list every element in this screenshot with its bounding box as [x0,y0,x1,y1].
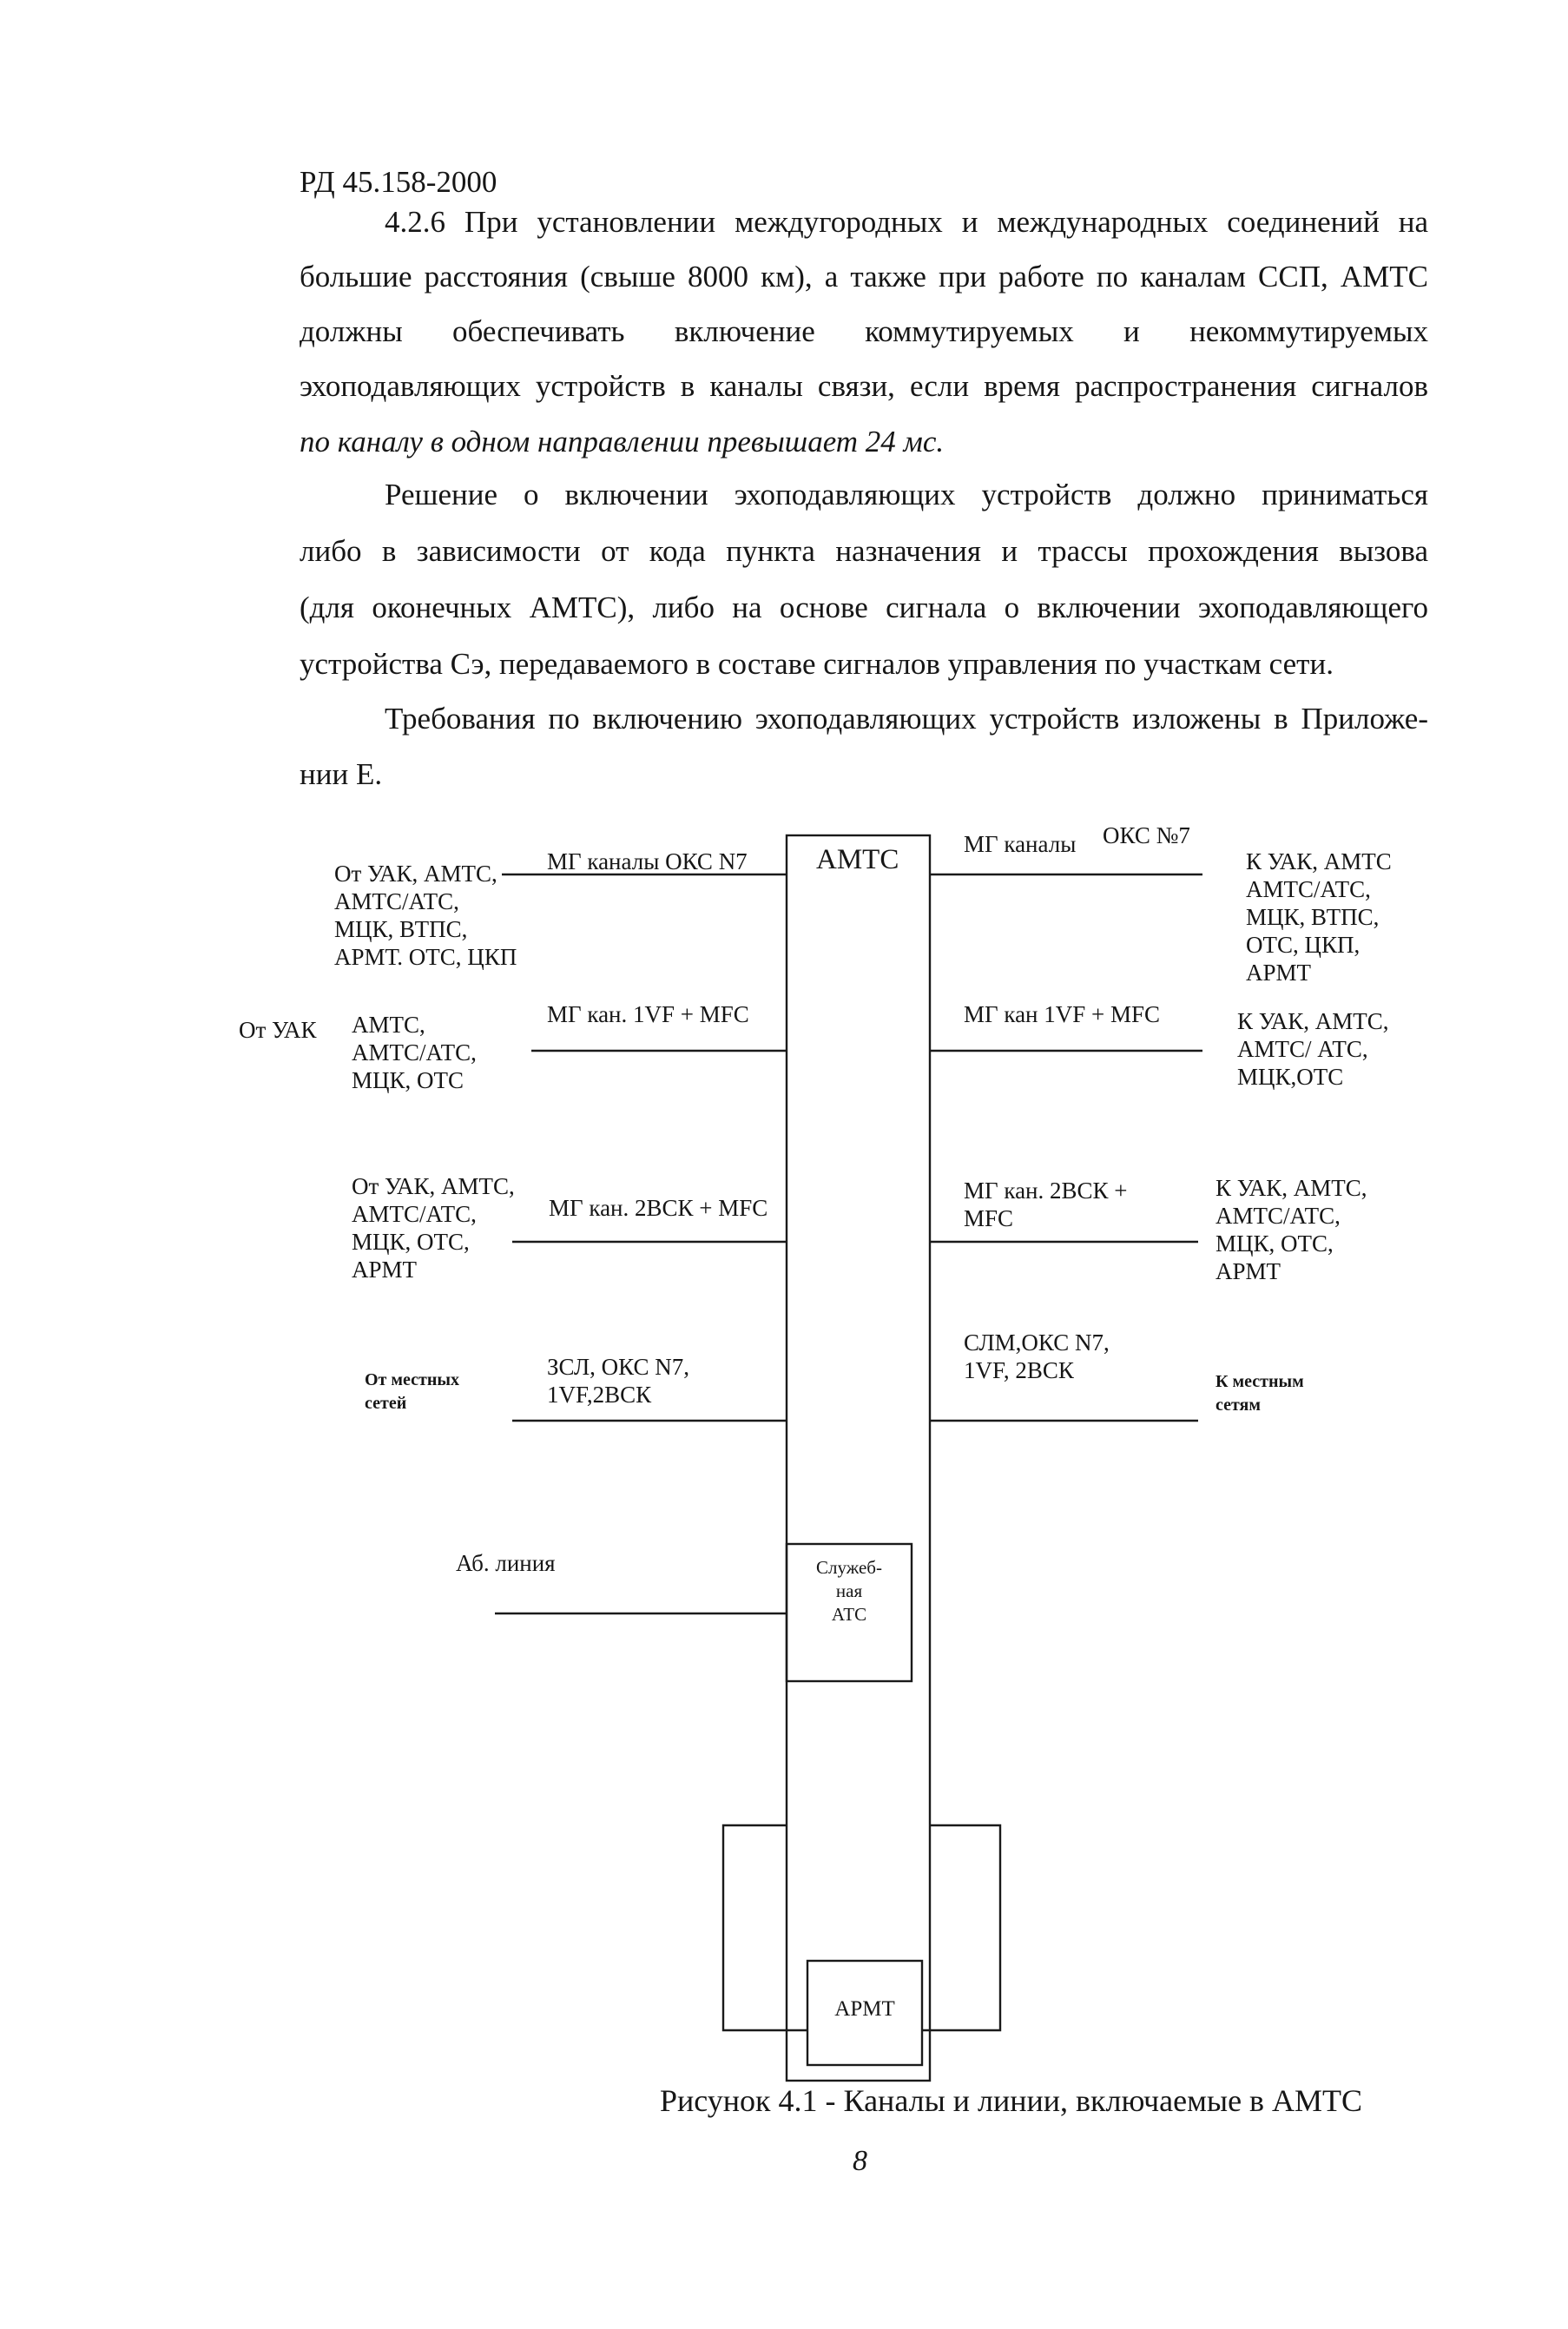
armt-loop-left [723,1825,807,2030]
label-line: К УАК, АМТС, [1216,1175,1367,1201]
row2-right-channel: МГ кан 1VF + MFC [964,1001,1161,1027]
row3-right-dest [1216,1174,1367,1285]
label-line: АРМТ [1216,1258,1281,1284]
row3-right-channel [964,1177,1128,1232]
label-line: АТС [831,1604,867,1625]
label-line: АМТС/АТС, [1246,876,1371,902]
row1-right-channel-b: ОКС №7 [1103,822,1190,848]
paragraph-line: Требования по включению эхоподавляющих устройств изложены в Приложе- [385,702,1428,736]
row1-right-dest [1246,848,1392,986]
row3-left-channel: МГ кан. 2ВСК + MFC [549,1195,768,1221]
label-line: МЦК, ОТС [352,1067,464,1093]
label-line: АРМТ [1246,960,1312,986]
document-id: РД 45.158-2000 [300,165,497,199]
label-line: АМТС, [352,1012,425,1038]
amts-block [787,835,930,2081]
label-line: 1VF, 2ВСК [964,1357,1074,1383]
label-line: сетям [1216,1395,1262,1415]
paragraph-line: (для оконечных АМТС), либо на основе сигнала о включении эхоподавляющего [300,590,1428,624]
row1-left-sources [334,860,517,971]
paragraph-line: эхоподавляющих устройств в каналы связи, если время распространения сигналов [300,369,1428,403]
row4-right-channel [964,1329,1110,1384]
label-line: АМТС/АТС, [352,1201,477,1227]
page-number: 8 [853,2145,867,2177]
label-line: АМТС/АТС, [352,1039,477,1066]
row2-left-sources [352,1011,477,1094]
row1-left-channel: МГ каналы ОКС N7 [547,848,748,874]
label-line: К местным [1216,1372,1304,1391]
paragraph-line: нии Е. [300,757,383,791]
row2-right-dest [1237,1007,1389,1091]
row4-left-sources [365,1369,459,1415]
label-line: АМТС/АТС, [1216,1203,1341,1229]
paragraph-line: должны обеспечивать включение коммутируемых и некоммутируемых [300,314,1428,348]
label-line: MFC [964,1205,1014,1231]
label-line: МГ кан. 2ВСК + [964,1178,1128,1204]
label-line: СЛМ,ОКС N7, [964,1329,1110,1356]
row4-left-channel [547,1353,689,1409]
label-line: ЗСЛ, ОКС N7, [547,1354,690,1380]
row4-right-dest [1216,1370,1304,1417]
label-line: АРМТ. ОТС, ЦКП [334,944,517,970]
label-line: АРМТ [352,1257,418,1283]
row2-left-channel: МГ кан. 1VF + MFC [547,1001,749,1027]
row2-left-prefix: От УАК [239,1017,317,1043]
label-line: К УАК, АМТС [1246,848,1392,874]
row3-left-sources [352,1172,515,1283]
label-line: От УАК, АМТС, [334,861,497,887]
paragraph-line-italic: по каналу в одном направлении превышает 24 мс. [300,425,945,459]
label-line: ная [835,1580,863,1601]
label-line: ОТС, ЦКП, [1246,932,1360,958]
label-line: МЦК,ОТС [1237,1064,1344,1090]
armt-label: АРМТ [834,1997,895,2021]
paragraph-line: Решение о включении эхоподавляющих устройств должно приниматься [385,478,1428,511]
label-line: МЦК, ОТС, [352,1229,470,1255]
label-line: АМТС/АТС, [334,888,459,914]
amts-label: АМТС [816,844,899,875]
label-line: 1VF,2ВСК [547,1382,652,1408]
label-line: МЦК, ВТПС, [334,916,468,942]
label-line: МЦК, ВТПС, [1246,904,1380,930]
armt-loop-right [922,1825,1000,2030]
subscriber-line-label: Аб. линия [456,1550,556,1576]
paragraph-line: устройства Сэ, передаваемого в составе сигналов управления по участкам сети. [300,647,1334,681]
label-line: Служеб- [816,1557,882,1578]
service-exchange-label [787,1556,912,1626]
figure-caption: Рисунок 4.1 - Каналы и линии, включаемые в АМТС [660,2083,1363,2118]
label-line: АМТС/ АТС, [1237,1036,1368,1062]
paragraph-line: либо в зависимости от кода пункта назначения и трассы прохождения вызова [300,534,1428,568]
label-line: сетей [365,1394,407,1413]
label-line: К УАК, АМТС, [1237,1008,1389,1034]
label-line: МЦК, ОТС, [1216,1230,1334,1257]
label-line: От УАК, АМТС, [352,1173,515,1199]
row1-right-channel-a: МГ каналы [964,831,1077,857]
paragraph-line: большие расстояния (свыше 8000 км), а также при работе по каналам ССП, АМТС [300,260,1428,294]
label-line: От местных [365,1370,459,1389]
paragraph-line: 4.2.6 При установлении междугородных и международных соединений на [385,205,1428,239]
